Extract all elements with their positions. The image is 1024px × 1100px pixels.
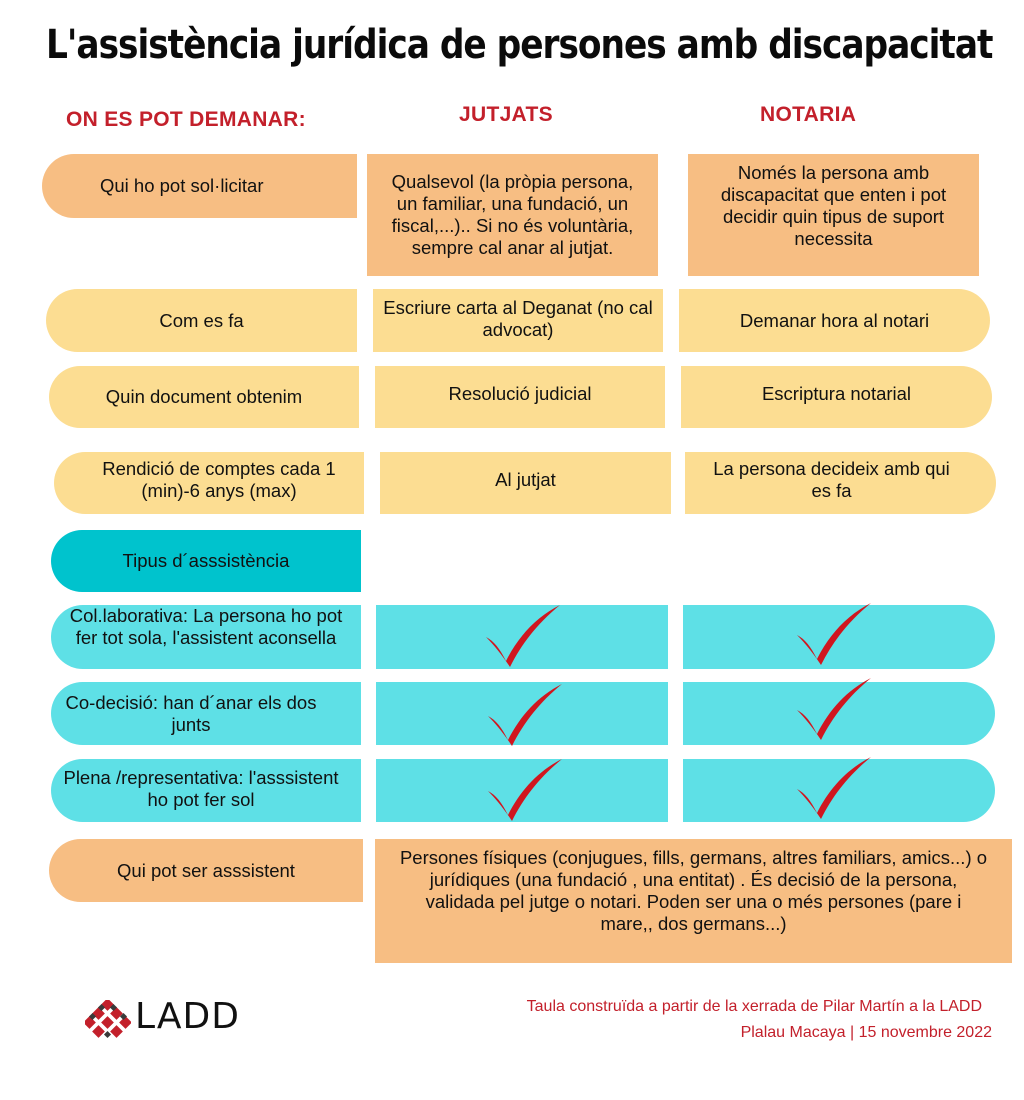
cell-qui-assistent-value: Persones físiques (conjugues, fills, germans, altres familiars, amics...) o jurídiques (una fundació , una entitat) . És decisió de la persona, validada pel jutge o notari. Poden ser una o més persones (pare i mare,, dos germans...) xyxy=(375,839,1012,963)
cell-jutjats-rendicio: Al jutjat xyxy=(380,452,671,514)
row-label-rendicio: Rendició de comptes cada 1 (min)-6 anys (max) xyxy=(54,452,364,514)
header-notaria: NOTARIA xyxy=(760,103,857,126)
cell-jutjats-qui-sollicitar: Qualsevol (la pròpia persona, un familiar, una fundació, un fiscal,...).. Si no és voluntària, sempre cal anar al jutjat. xyxy=(367,154,658,276)
checkmark-icon xyxy=(482,682,566,748)
cell-jutjats-codecisio xyxy=(376,682,668,745)
cell-notaria-document: Escriptura notarial xyxy=(681,366,992,428)
cell-notaria-com-es-fa: Demanar hora al notari xyxy=(679,289,990,352)
cell-notaria-plena xyxy=(683,759,995,822)
row-label-tipus-assistencia: Tipus d´asssistència xyxy=(51,530,361,592)
row-label-codecisio: Co-decisió: han d´anar els dos junts xyxy=(51,682,361,745)
row-label-com-es-fa: Com es fa xyxy=(46,289,357,352)
checkmark-icon xyxy=(791,601,875,667)
header-on-es-pot-demanar: ON ES POT DEMANAR: xyxy=(66,108,306,131)
row-label-document: Quin document obtenim xyxy=(49,366,359,428)
row-label-collaborativa: Col.laborativa: La persona ho pot fer tot sola, l'assistent aconsella xyxy=(51,605,361,669)
checkmark-icon xyxy=(791,755,875,821)
footer-date-line: Plalau Macaya | 15 novembre 2022 xyxy=(740,1024,992,1041)
cell-jutjats-plena xyxy=(376,759,668,822)
cell-notaria-rendicio: La persona decideix amb qui es fa xyxy=(685,452,996,514)
cell-notaria-codecisio xyxy=(683,682,995,745)
row-label-plena: Plena /representativa: l'asssistent ho pot fer sol xyxy=(51,759,361,822)
cell-jutjats-document: Resolució judicial xyxy=(375,366,665,428)
checkmark-icon xyxy=(482,757,566,823)
ladd-logo xyxy=(85,998,255,1042)
cell-jutjats-collaborativa xyxy=(376,605,668,669)
checkmark-icon xyxy=(791,676,875,742)
ladd-logo-icon xyxy=(85,1000,131,1040)
row-label-qui-assistent: Qui pot ser asssistent xyxy=(49,839,363,902)
cell-jutjats-com-es-fa: Escriure carta al Deganat (no cal advocat) xyxy=(373,289,663,352)
header-jutjats: JUTJATS xyxy=(459,103,553,126)
footer-credit-line: Taula construïda a partir de la xerrada de Pilar Martín a la LADD xyxy=(526,998,982,1015)
page-title: L'assistència jurídica de persones amb discapacitat xyxy=(46,22,993,68)
ladd-logo-text: LADD xyxy=(135,996,240,1037)
checkmark-icon xyxy=(480,603,564,669)
row-label-qui-sollicitar: Qui ho pot sol·licitar xyxy=(42,154,357,218)
cell-notaria-qui-sollicitar: Només la persona amb discapacitat que enten i pot decidir quin tipus de suport necessita xyxy=(688,154,979,276)
cell-notaria-collaborativa xyxy=(683,605,995,669)
